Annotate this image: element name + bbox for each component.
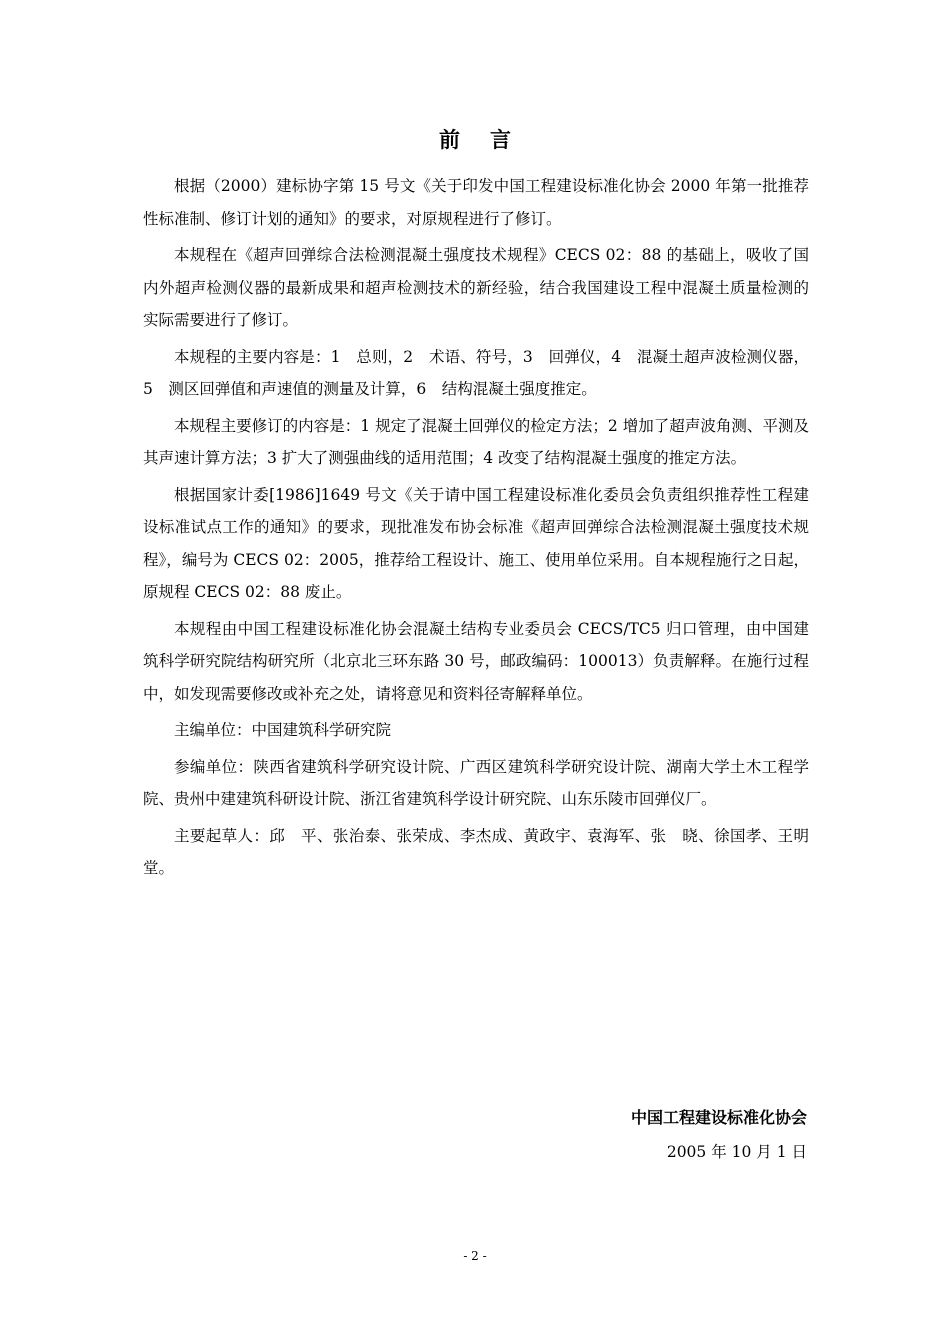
preface-body <box>143 170 809 889</box>
paragraph-chief-editor: 主编单位：中国建筑科学研究院 <box>174 721 392 739</box>
page-title: 前言 <box>439 128 541 152</box>
paragraph-revised-contents: 本规程主要修订的内容是：1 规定了混凝土回弹仪的检定方法；2 增加了超声波角测、平测及其声速计算方法；3 扩大了测强曲线的适用范围；4 改变了结构混凝土强度的推定方法。 <box>143 416 809 467</box>
signature-date: 2005 年 10 月 1 日 <box>666 1143 807 1161</box>
page-number: - 2 - <box>463 1249 487 1263</box>
paragraph-revision-basis: 本规程在《超声回弹综合法检测混凝土强度技术规程》CECS 02：88 的基础上，吸收了国内外超声检测仪器的最新成果和超声检测技术的新经验，结合我国建设工程中混凝土质量检测的实际需要进行了修订。 <box>143 246 809 329</box>
paragraph-management: 本规程由中国工程建设标准化协会混凝土结构专业委员会 CECS/TC5 归口管理，由中国建筑科学研究院结构研究所（北京北三环东路 30 号，邮政编码：100013）负责解释。在施行过程中，如发现需要修改或补充之处，请将意见和资料径寄解释单位。 <box>143 619 809 703</box>
paragraph-approval: 根据国家计委[1986]1649 号文《关于请中国工程建设标准化委员会负责组织推荐性工程建设标准试点工作的通知》的要求，现批准发布协会标准《超声回弹综合法检测混凝土强度技术规程》，编号为 CECS 02：2005，推荐给工程设计、施工、使用单位采用。自本规程施行之日起，原规程 CECS 02：88 废止。 <box>143 485 809 601</box>
paragraph-participating-units: 参编单位：陕西省建筑科学研究设计院、广西区建筑科学研究设计院、湖南大学土木工程学院、贵州中建建筑科研设计院、浙江省建筑科学设计研究院、山东乐陵市回弹仪厂。 <box>143 757 809 808</box>
paragraph-main-contents: 本规程的主要内容是：1 总则，2 术语、符号，3 回弹仪，4 混凝土超声波检测仪器，5 测区回弹值和声速值的测量及计算，6 结构混凝土强度推定。 <box>143 347 809 398</box>
paragraph-basis: 根据（2000）建标协字第 15 号文《关于印发中国工程建设标准化协会 2000 年第一批推荐性标准制、修订计划的通知》的要求，对原规程进行了修订。 <box>143 177 809 228</box>
signature-organization: 中国工程建设标准化协会 <box>630 1108 807 1127</box>
paragraph-drafters: 主要起草人：邱 平、张治泰、张荣成、李杰成、黄政宇、袁海军、张 晓、徐国孝、王明堂。 <box>143 826 809 877</box>
